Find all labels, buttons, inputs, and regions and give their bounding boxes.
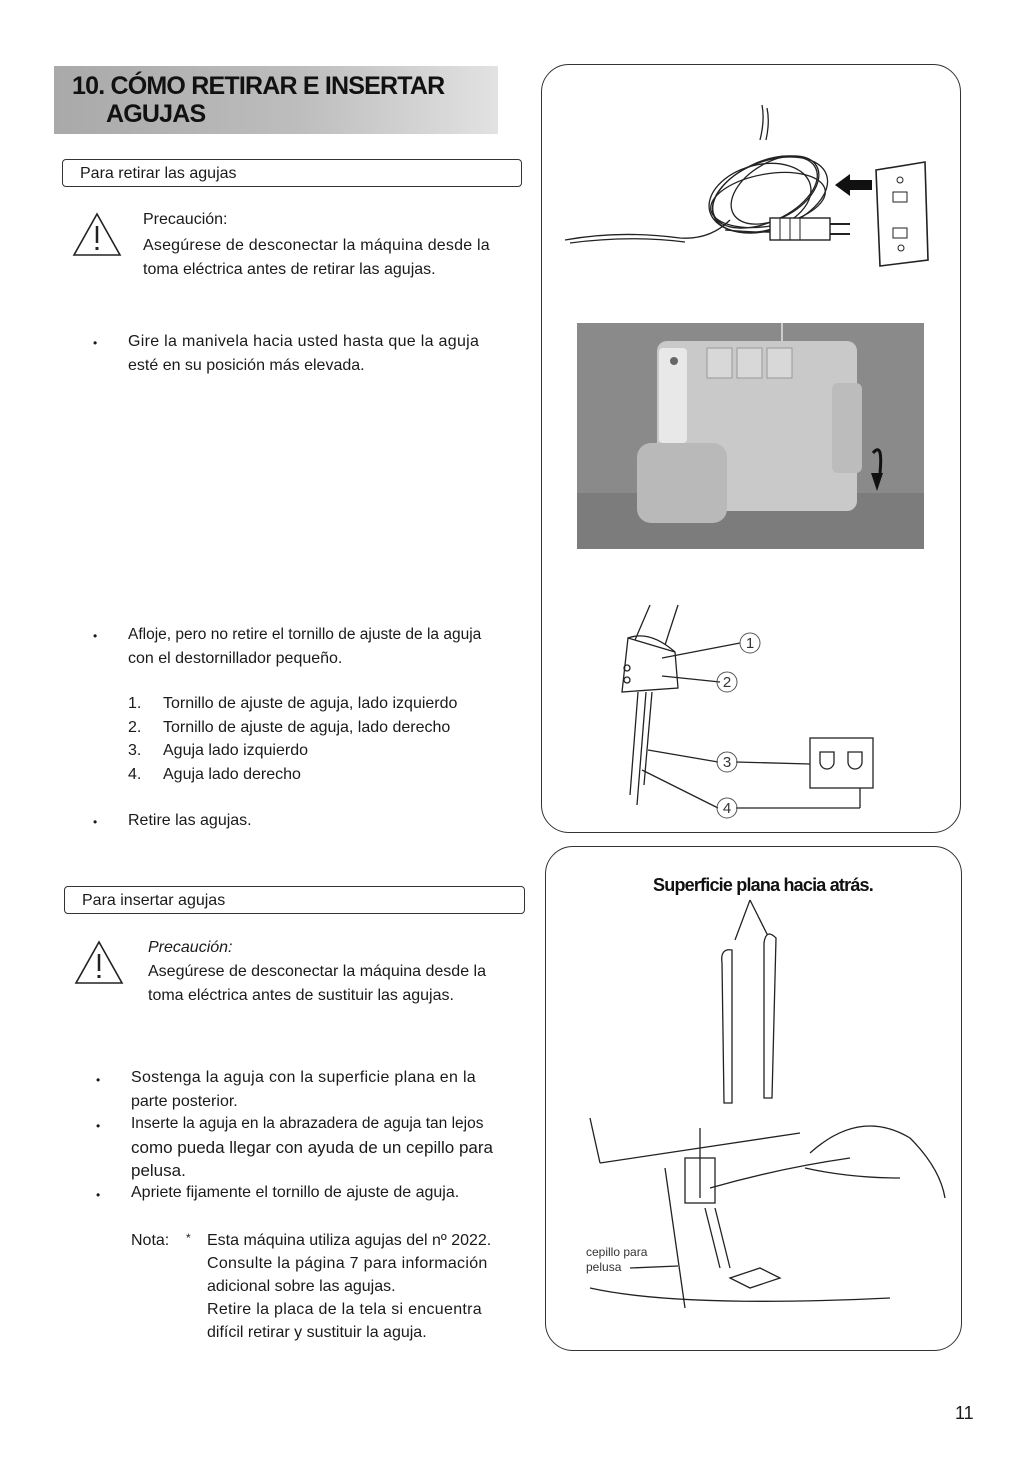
insert-step1-line1: Sostenga la aguja con la superficie plana en la — [131, 1069, 476, 1086]
warning-triangle-icon — [72, 212, 122, 258]
remove-step1-line1: Gire la manivela hacia usted hasta que la aguja — [128, 333, 480, 350]
note-label: Nota: — [131, 1232, 170, 1249]
needle-insertion-illustration — [560, 868, 950, 1338]
remove-step3: Retire las agujas. — [128, 812, 252, 829]
insert-caution-title: Precaución: — [148, 939, 233, 956]
insert-heading-text: Para insertar agujas — [82, 892, 226, 909]
bullet: • — [93, 336, 98, 350]
insert-section-heading — [64, 886, 525, 914]
page-title-line2: AGUJAS — [106, 100, 206, 128]
page-number: 11 — [955, 1403, 974, 1423]
insert-caution-line1: Asegúrese de desconectar la máquina desde la — [148, 963, 486, 980]
insert-caution-line2: toma eléctrica antes de sustituir las agujas. — [148, 987, 454, 1004]
brush-label-line2: pelusa — [586, 1260, 622, 1274]
insert-step2-line3: pelusa. — [131, 1161, 186, 1180]
title-band — [54, 66, 498, 134]
note-line3: adicional sobre las agujas. — [207, 1278, 396, 1295]
note-line4: Retire la placa de la tela si encuentra — [207, 1301, 482, 1318]
parts-list-item: 3. Aguja lado izquierdo — [128, 742, 308, 759]
machine-handwheel-photo — [577, 323, 924, 549]
brush-label-line1: cepillo para — [586, 1245, 648, 1259]
callout-4: 4 — [722, 800, 732, 817]
callout-1: 1 — [745, 635, 755, 652]
parts-list-item: 1. Tornillo de ajuste de aguja, lado izquierdo — [128, 695, 458, 712]
needle-clamp-diagram — [590, 600, 890, 822]
bullet: • — [93, 629, 98, 643]
note-line1: Esta máquina utiliza agujas del nº 2022. — [207, 1232, 492, 1249]
remove-step1-line2: esté en su posición más elevada. — [128, 357, 365, 374]
callout-3: 3 — [722, 754, 732, 771]
page-title-line1: 10. CÓMO RETIRAR E INSERTAR — [72, 72, 445, 100]
parts-list-item: 2. Tornillo de ajuste de aguja, lado derecho — [128, 718, 451, 736]
bullet: • — [96, 1119, 101, 1133]
remove-caution-line2: toma eléctrica antes de retirar las agujas. — [143, 261, 436, 278]
bullet: • — [96, 1073, 101, 1087]
remove-section-heading — [62, 159, 522, 187]
note-line5: difícil retirar y sustituir la aguja. — [207, 1324, 427, 1341]
remove-step2-line2: con el destornillador pequeño. — [128, 650, 343, 667]
insert-step3: Apriete fijamente el tornillo de ajuste de aguja. — [131, 1184, 460, 1201]
note-line2: Consulte la página 7 para información — [207, 1255, 488, 1272]
remove-step2-line1: Afloje, pero no retire el tornillo de ajuste de la aguja — [128, 626, 482, 643]
parts-list — [128, 692, 458, 786]
insert-step2-line1: Inserte la aguja en la abrazadera de aguja tan lejos — [131, 1115, 484, 1132]
remove-caution-title: Precaución: — [143, 211, 228, 228]
warning-triangle-icon — [74, 940, 124, 986]
remove-caution-line1: Asegúrese de desconectar la máquina desde la — [143, 237, 490, 254]
parts-list-item: 4. Aguja lado derecho — [128, 765, 301, 783]
bullet: • — [93, 815, 98, 829]
remove-heading-text: Para retirar las agujas — [80, 165, 237, 182]
insert-step2-line2: como pueda llegar con ayuda de un cepillo para — [131, 1138, 493, 1157]
bullet: • — [96, 1188, 101, 1202]
flat-surface-caption: Superficie plana hacia atrás. — [653, 875, 873, 895]
insert-step1-line2: parte posterior. — [131, 1093, 238, 1110]
note-mark: * — [186, 1231, 191, 1245]
power-cord-illustration — [560, 100, 940, 275]
callout-2: 2 — [722, 674, 732, 691]
